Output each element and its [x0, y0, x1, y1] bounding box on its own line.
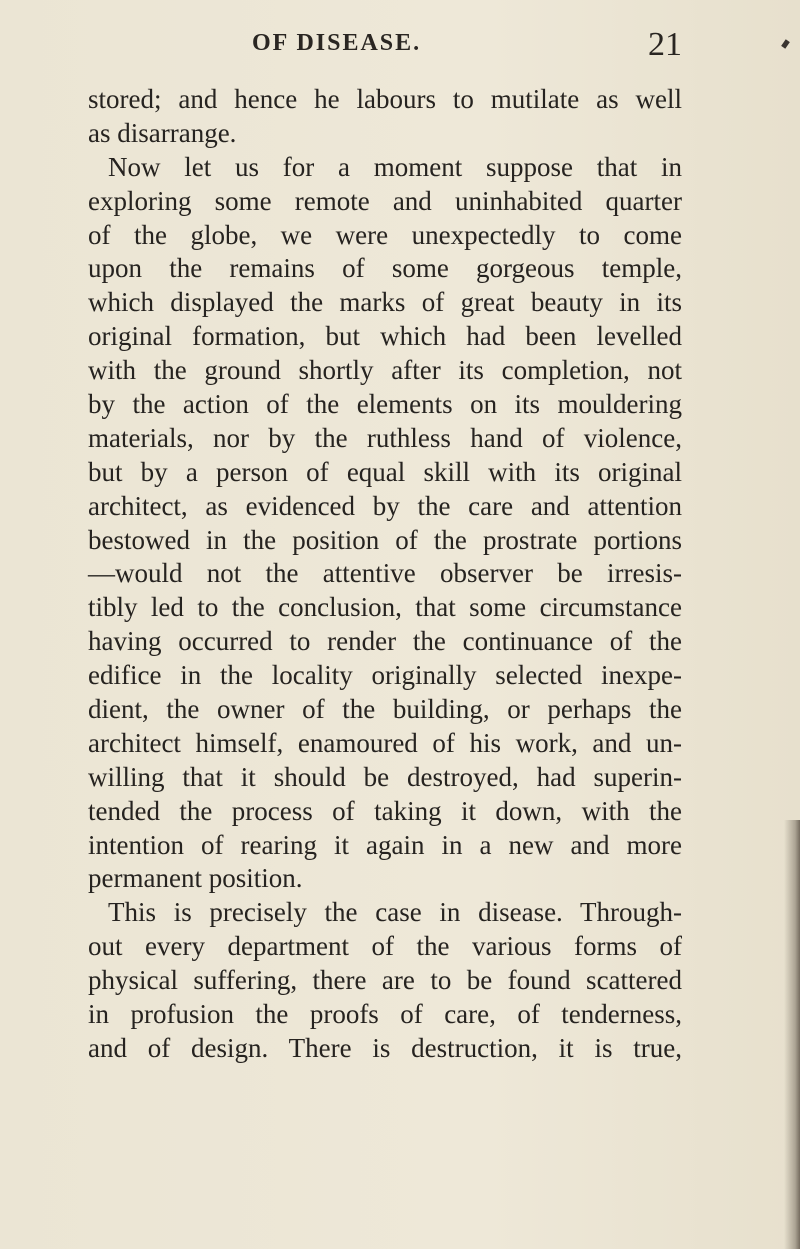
- text-line: permanent position.: [88, 863, 303, 894]
- page-edge-shadow: [784, 820, 800, 1249]
- text-line: by the action of the elements on its mouldering: [88, 389, 682, 420]
- text-line: edifice in the locality originally selected inexpe-: [88, 660, 682, 691]
- print-mark: [781, 39, 790, 48]
- text-line: —would not the attentive observer be irresis-: [88, 558, 682, 589]
- text-line: physical suffering, there are to be found scattered: [88, 965, 682, 996]
- text-line: willing that it should be destroyed, had superin-: [88, 761, 682, 792]
- text-line: but by a person of equal skill with its original: [88, 456, 682, 487]
- text-line: stored; and hence he labours to mutilate as well: [88, 84, 682, 114]
- text-line: with the ground shortly after its completion, not: [88, 355, 682, 386]
- text-line: in profusion the proofs of care, of tenderness,: [88, 999, 682, 1030]
- text-line: original formation, but which had been levelled: [88, 321, 682, 352]
- text-line: of the globe, we were unexpectedly to come: [88, 219, 682, 250]
- text-line: dient, the owner of the building, or perhaps the: [88, 694, 682, 725]
- text-line: tended the process of taking it down, with the: [88, 795, 682, 826]
- running-head: OF DISEASE.: [252, 30, 422, 56]
- text-line: architect himself, enamoured of his work, and un-: [88, 727, 682, 758]
- body-text: [88, 83, 682, 1066]
- text-line: architect, as evidenced by the care and attention: [88, 490, 682, 521]
- text-line: upon the remains of some gorgeous temple,: [88, 253, 682, 284]
- text-line: and of design. There is destruction, it is true,: [88, 1032, 682, 1063]
- text-line: Now let us for a moment suppose that in: [108, 151, 682, 182]
- text-line: intention of rearing it again in a new and more: [88, 829, 682, 860]
- text-line: which displayed the marks of great beauty in its: [88, 287, 682, 318]
- text-line: This is precisely the case in disease. Through-: [108, 897, 682, 928]
- text-line: out every department of the various forms of: [88, 931, 682, 962]
- text-line: materials, nor by the ruthless hand of violence,: [88, 422, 682, 453]
- page-header: [90, 26, 682, 66]
- text-line: bestowed in the position of the prostrate portions: [88, 524, 682, 555]
- text-line: exploring some remote and uninhabited quarter: [88, 185, 682, 216]
- text-line: as disarrange.: [88, 117, 237, 148]
- page-number: 21: [648, 26, 682, 63]
- text-line: tibly led to the conclusion, that some circumstance: [88, 592, 682, 623]
- text-line: having occurred to render the continuance of the: [88, 626, 682, 657]
